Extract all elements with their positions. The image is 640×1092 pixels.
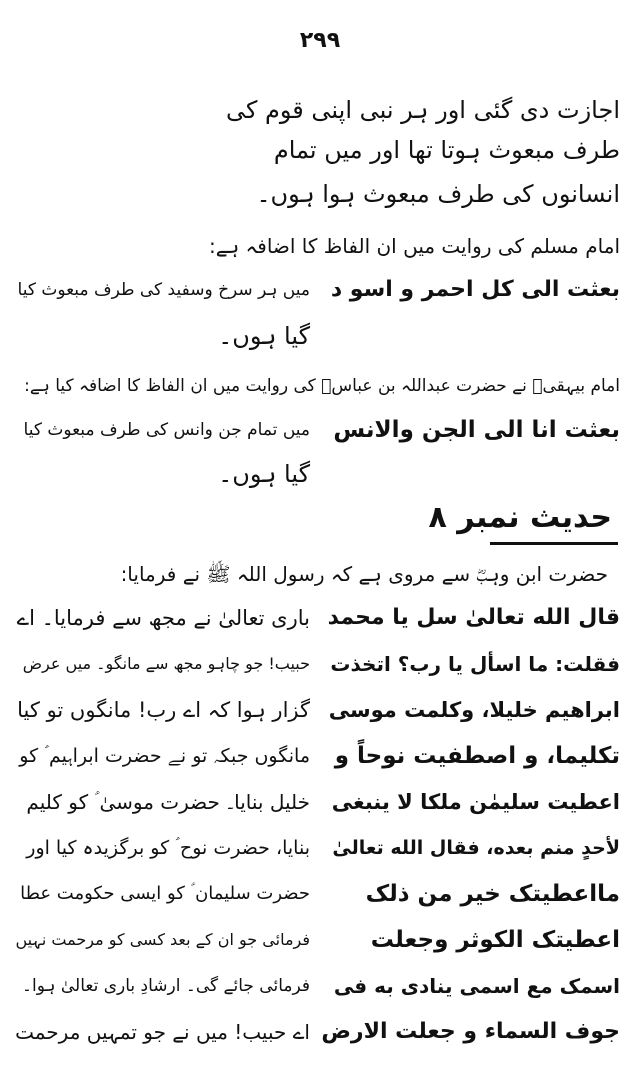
bayhaqi-note: امام بیہقیؒ نے حضرت عبداللہ بن عباسؓ کی روایت میں ان الفاظ کا اضافہ کیا ہے: [24, 376, 620, 396]
urdu-line: اے حبیب! میں نے جو تمہیں مرحمت [15, 1020, 310, 1044]
arabic-line: تکلیما، و اصطفیت نوحاً و [334, 743, 620, 769]
urdu-line: مانگوں جبکہ تو نے حضرت ابراہیم ؑ کو [19, 745, 310, 767]
heading-underline [490, 542, 618, 545]
page-number: ۲۹۹ [299, 28, 341, 53]
urdu-line: بنایا، حضرت نوح ؑ کو برگزیدہ کیا اور [26, 837, 310, 859]
intro-line: طرف مبعوث ہوتا تھا اور میں تمام [273, 136, 620, 164]
arabic-line: مااعطیتک خیر من ذلک [365, 881, 620, 907]
urdu-line: گزار ہوا کہ اے رب! مانگوں تو کیا [17, 698, 310, 722]
bayhaqi-urdu-line: میں تمام جن وانس کی طرف مبعوث کیا [23, 420, 310, 440]
intro-line: اجازت دی گئی اور ہر نبی اپنی قوم کی [225, 96, 620, 124]
urdu-line: فرمائی جو ان کے بعد کسی کو مرحمت نہیں [15, 930, 310, 949]
urdu-line: باری تعالیٰ نے مجھ سے فرمایا۔ اے [16, 606, 310, 630]
narration-intro: حضرت ابن وہبؓ سے مروی ہے کہ رسول اللہ ﷺ نے فرمایا: [120, 562, 608, 586]
urdu-line: حضرت سلیمان ؑ کو ایسی حکومت عطا [20, 883, 310, 904]
arabic-line: لأحدٍ منم بعده، فقال الله تعالیٰ [332, 837, 620, 859]
urdu-line: خلیل بنایا۔ حضرت موسیٰ ؑ کو کلیم [26, 790, 310, 814]
arabic-line: ابراهیم خلیلا، وکلمت موسی [328, 698, 620, 722]
bayhaqi-urdu-line: گیا ہوں۔ [218, 460, 310, 488]
arabic-line: قال الله تعالیٰ سل یا محمد [327, 605, 620, 630]
urdu-line: حبیب! جو چاہو مجھ سے مانگو۔ میں عرض [22, 654, 310, 673]
muslim-arabic: بعثت الی کل احمر و اسو د [330, 277, 620, 302]
arabic-line: جوف السماء و جعلت الارض [321, 1019, 620, 1044]
muslim-urdu-line: میں ہر سرخ وسفید کی طرف مبعوث کیا [17, 280, 310, 300]
hadith-heading: حدیث نمبر ۸ [428, 500, 612, 535]
arabic-line: فقلت: ما اسأل یا رب؟ اتخذت [330, 652, 620, 676]
arabic-line: اسمک مع اسمی ینادی به فی [333, 974, 620, 998]
bayhaqi-arabic: بعثت انا الی الجن والانس [333, 417, 620, 443]
urdu-line: فرمائی جائے گی۔ ارشادِ باری تعالیٰ ہوا۔ [22, 976, 310, 996]
arabic-line: اعطیتک الکوثر وجعلت [370, 927, 620, 953]
intro-line: انسانوں کی طرف مبعوث ہوا ہوں۔ [256, 180, 620, 208]
muslim-note: امام مسلم کی روایت میں ان الفاظ کا اضافہ ہے: [209, 234, 620, 258]
muslim-urdu-line: گیا ہوں۔ [218, 322, 310, 350]
arabic-line: اعطیت سلیمٰن ملکا لا ینبغی [331, 790, 620, 814]
